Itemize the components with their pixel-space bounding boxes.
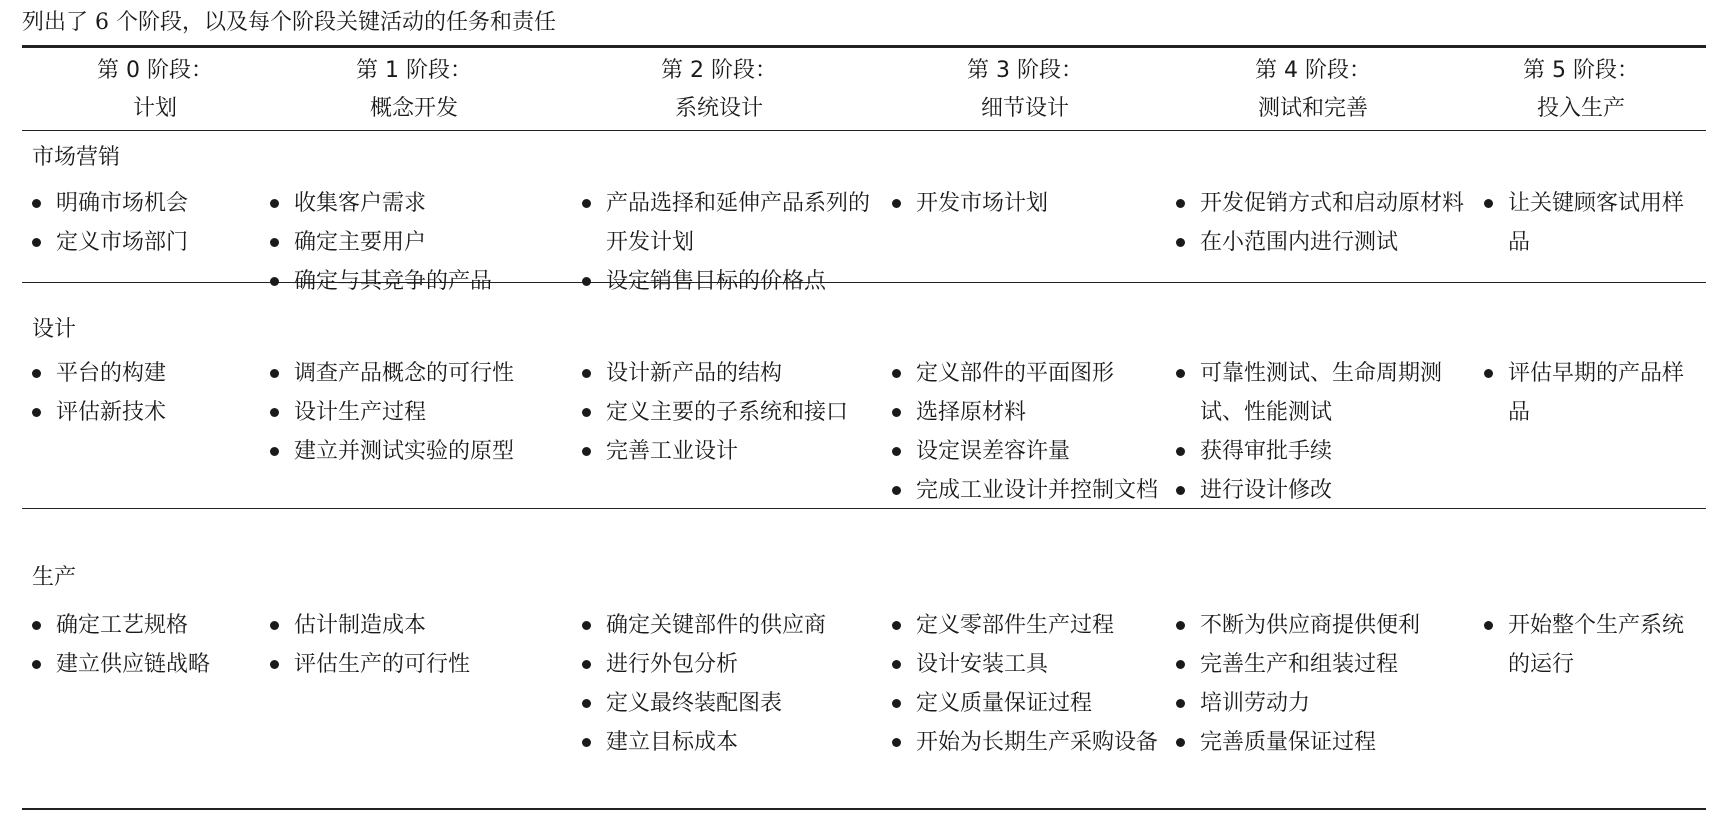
list-item: 让关键顾客试用样品 [1480,184,1702,262]
list-item: 建立供应链战略 [28,645,274,684]
list-item: 定义主要的子系统和接口 [578,393,850,432]
phase-number: 第 1 阶段： [356,58,472,83]
marketing-phase-2 [578,184,872,301]
marketing-phase-5 [1480,184,1702,262]
phase-number: 第 4 阶段： [1255,58,1371,83]
phase-header-4 [1168,52,1458,128]
phase-name: 计划 [132,96,177,121]
list-item: 确定关键部件的供应商 [578,606,876,645]
list-item: 确定工艺规格 [28,606,274,645]
list-item: 开发促销方式和启动原材料 [1172,184,1468,223]
list-item: 平台的构建 [28,354,266,393]
phase-header-3 [880,52,1170,128]
list-item: 确定与其竞争的产品 [266,262,562,301]
phase-number: 第 3 阶段： [967,58,1083,83]
list-item: 建立目标成本 [578,723,876,762]
marketing-phase-1 [266,184,562,301]
design-phase-2 [578,354,850,471]
header-rule [22,130,1706,131]
list-item: 定义部件的平面图形 [888,354,1160,393]
list-item: 设定误差容许量 [888,432,1160,471]
production-phase-4 [1172,606,1468,762]
list-item: 完善工业设计 [578,432,850,471]
phase-number: 第 5 阶段： [1523,58,1639,83]
phase-name: 概念开发 [369,96,458,121]
list-item: 评估生产的可行性 [266,645,562,684]
design-phase-0 [28,354,266,432]
list-item: 开始为长期生产采购设备 [888,723,1160,762]
marketing-phase-3 [888,184,1160,223]
list-item: 定义市场部门 [28,223,266,262]
list-item: 产品选择和延伸产品系列的开发计划 [578,184,872,262]
list-item: 评估早期的产品样品 [1480,354,1702,432]
list-item: 确定主要用户 [266,223,562,262]
list-item: 选择原材料 [888,393,1160,432]
phase-header-0 [22,52,288,128]
list-item: 收集客户需求 [266,184,562,223]
design-phase-3 [888,354,1160,510]
section-title-production: 生产 [32,565,77,590]
phase-header-5 [1456,52,1706,128]
section-title-design: 设计 [32,317,77,342]
list-item: 完善质量保证过程 [1172,723,1468,762]
phase-name: 细节设计 [980,96,1069,121]
list-item: 进行设计修改 [1172,471,1468,510]
phase-number: 第 2 阶段： [661,58,777,83]
section-title-marketing: 市场营销 [32,145,121,170]
phase-header-2 [574,52,864,128]
list-item: 建立并测试实验的原型 [266,432,566,471]
production-phase-5 [1480,606,1702,684]
phase-header-1 [266,52,562,128]
list-item: 在小范围内进行测试 [1172,223,1468,262]
list-item: 获得审批手续 [1172,432,1468,471]
production-phase-3 [888,606,1160,762]
phase-number: 第 0 阶段： [97,58,213,83]
marketing-phase-0 [28,184,266,262]
marketing-phase-4 [1172,184,1468,262]
list-item: 开始整个生产系统的运行 [1480,606,1702,684]
phase-name: 投入生产 [1536,96,1625,121]
table-caption: 列出了 6 个阶段，以及每个阶段关键活动的任务和责任 [22,10,556,35]
list-item: 设定销售目标的价格点 [578,262,872,301]
list-item: 设计生产过程 [266,393,566,432]
design-phase-4 [1172,354,1468,510]
list-item: 进行外包分析 [578,645,876,684]
list-item: 明确市场机会 [28,184,266,223]
production-phase-1 [266,606,562,684]
list-item: 评估新技术 [28,393,266,432]
list-item: 不断为供应商提供便利 [1172,606,1468,645]
list-item: 估计制造成本 [266,606,562,645]
list-item: 可靠性测试、生命周期测试、性能测试 [1172,354,1468,432]
list-item: 完成工业设计并控制文档 [888,471,1160,510]
list-item: 开发市场计划 [888,184,1160,223]
list-item: 定义最终装配图表 [578,684,876,723]
production-phase-0 [28,606,274,684]
list-item: 设计新产品的结构 [578,354,850,393]
list-item: 培训劳动力 [1172,684,1468,723]
list-item: 定义零部件生产过程 [888,606,1160,645]
phase-name: 系统设计 [674,96,763,121]
top-rule [22,45,1706,48]
list-item: 定义质量保证过程 [888,684,1160,723]
design-phase-1 [266,354,566,471]
list-item: 设计安装工具 [888,645,1160,684]
list-item: 完善生产和组装过程 [1172,645,1468,684]
list-item: 调查产品概念的可行性 [266,354,566,393]
bottom-rule [22,808,1706,810]
design-phase-5 [1480,354,1702,432]
production-phase-2 [578,606,876,762]
phase-name: 测试和完善 [1257,96,1368,121]
